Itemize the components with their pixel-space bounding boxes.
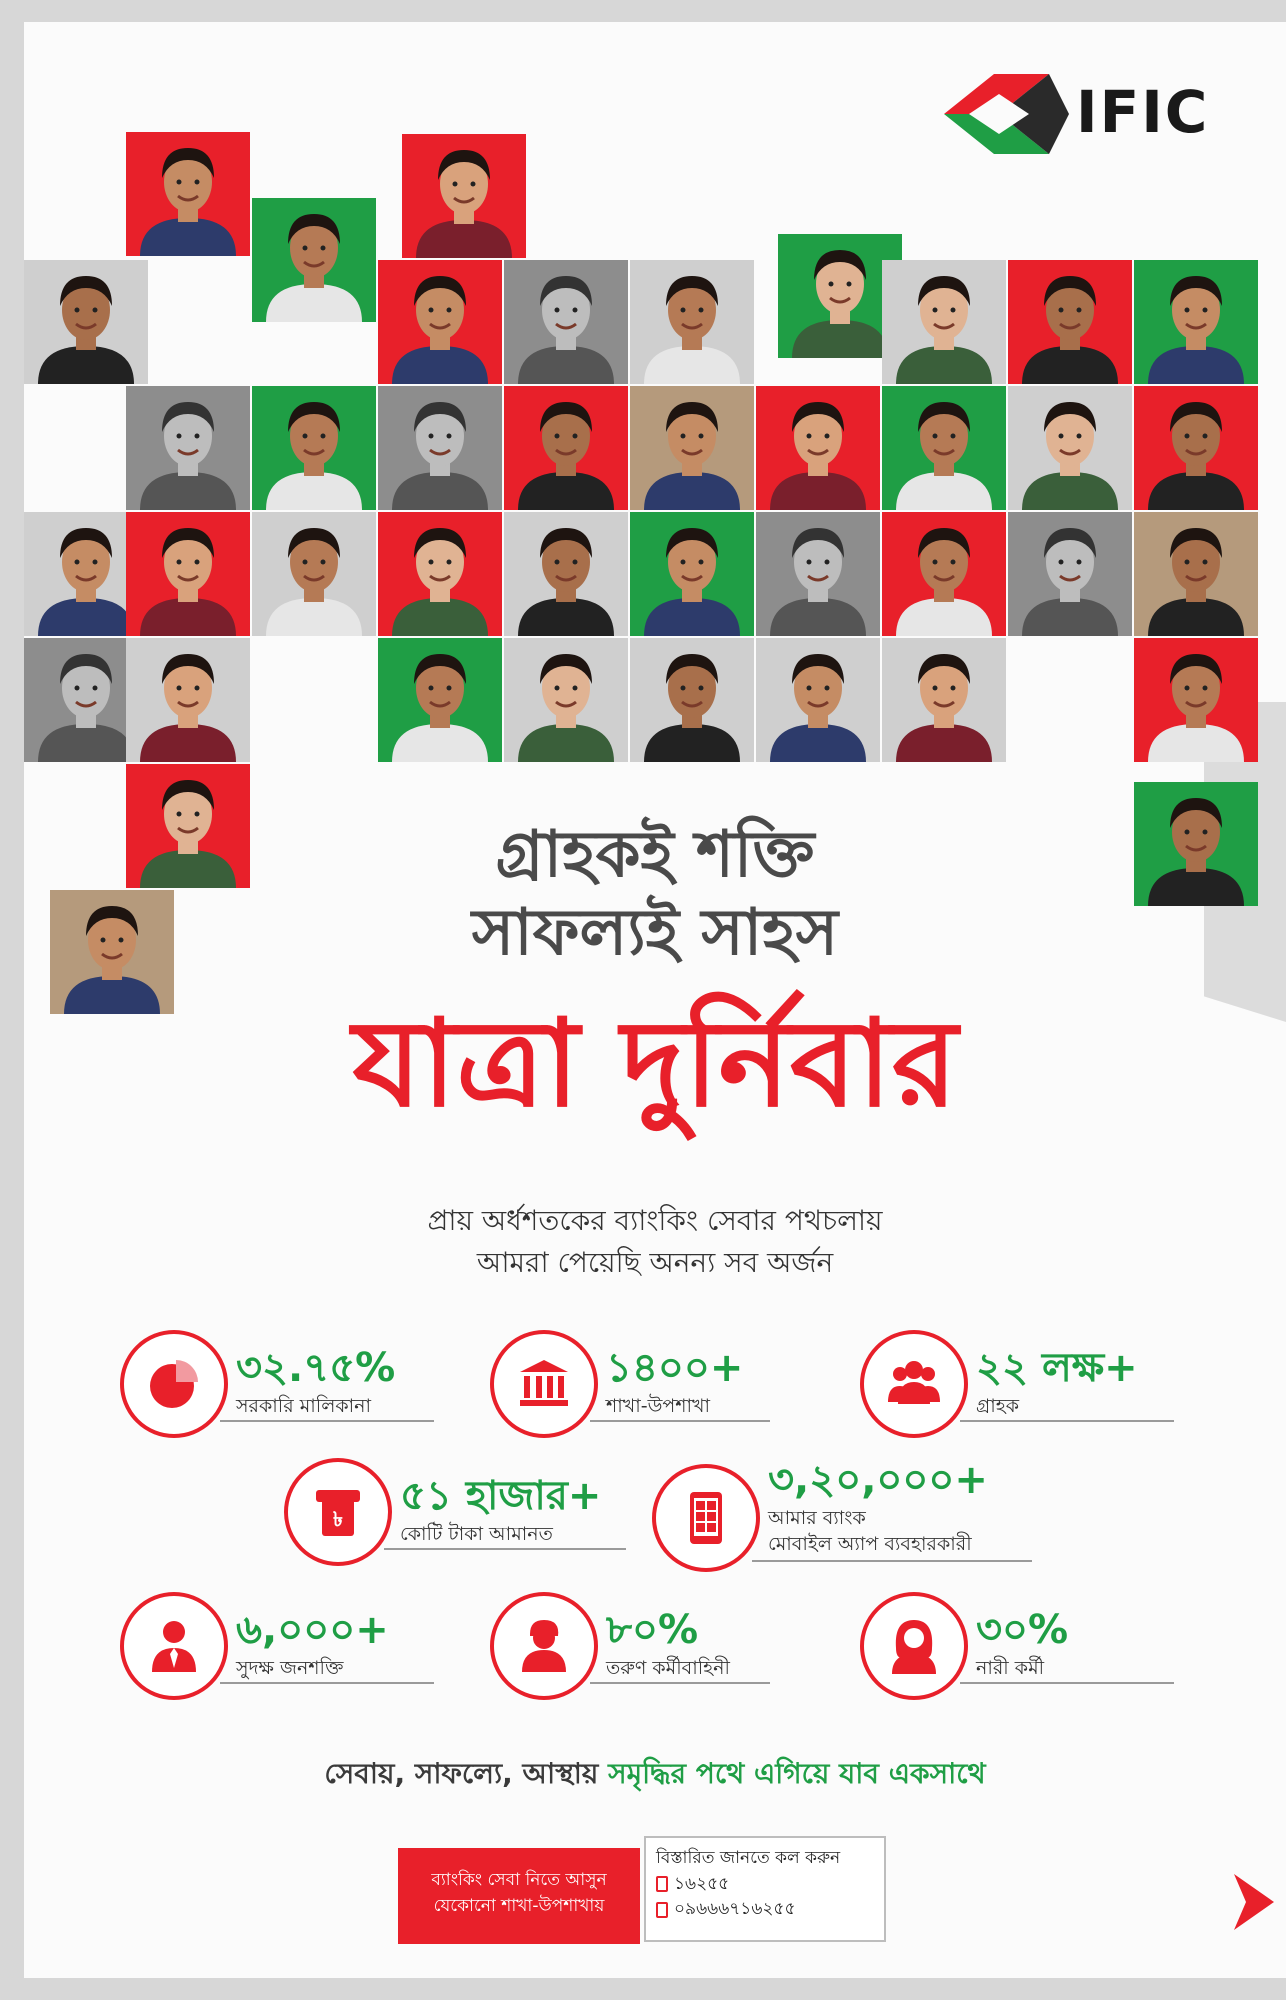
portrait-tile [126,132,250,256]
advertisement-page [24,22,1286,1978]
subheadline-line-1: প্রায় অর্ধশতকের ব্যাংকিং সেবার পথচলায় [427,1204,883,1237]
portrait-tile [1008,386,1132,510]
cta-line-2: যেকোনো শাখা-উপশাখায় [433,1895,605,1916]
portrait-tile [126,638,250,762]
portrait-tile [504,260,628,384]
person-portrait-icon [1134,386,1258,510]
portrait-tile [882,260,1006,384]
portrait-tile [504,512,628,636]
person-portrait-icon [504,638,628,762]
tagline [24,1752,1286,1799]
phone-icon [656,1902,668,1918]
portrait-tile [252,512,376,636]
stat-young-workforce [490,1592,820,1702]
portrait-tile [252,386,376,510]
person-portrait-icon [630,260,754,384]
ific-logo-text: IFIC [1076,78,1210,146]
stat-label: সুদক্ষ জনশক্তি [236,1657,344,1679]
portrait-tile [378,638,502,762]
headline-line-1: গ্রাহকই শক্তি [495,818,815,892]
pie-chart-icon [146,1356,202,1412]
person-portrait-icon [126,386,250,510]
stat-label-line-2: মোবাইল অ্যাপ ব্যবহারকারী [768,1533,972,1555]
ific-logo-mark-icon [924,64,1074,164]
cta-line-1: ব্যাংকিং সেবা নিতে আসুন [431,1870,607,1890]
person-portrait-icon [378,260,502,384]
person-portrait-icon [756,638,880,762]
person-portrait-icon [504,512,628,636]
person-portrait-icon [1008,260,1132,384]
person-portrait-icon [252,512,376,636]
person-portrait-icon [24,260,148,384]
portrait-tile [882,386,1006,510]
portrait-tile [756,386,880,510]
portrait-tile [252,198,376,322]
ific-logo [924,64,1244,164]
stat-female-staff [860,1592,1190,1702]
person-portrait-icon [378,386,502,510]
stat-value: ১৪০০+ [606,1345,744,1391]
contact-box [644,1836,886,1942]
stat-value: ৩,২০,০০০+ [768,1457,988,1503]
person-portrait-icon [882,638,1006,762]
stat-label: গ্রাহক [976,1395,1020,1417]
stat-label: নারী কর্মী [976,1657,1045,1679]
hotline-short: ১৬২৫৫ [674,1873,730,1894]
tagline-part-1: সেবায়, সাফল্যে, আস্থায় [324,1757,599,1790]
stat-label: সরকারি মালিকানা [236,1395,372,1417]
person-portrait-icon [630,512,754,636]
person-portrait-icon [402,134,526,258]
portrait-tile [504,638,628,762]
portrait-tile [24,260,148,384]
portrait-tile [1134,638,1258,762]
svg-text:৳: ৳ [333,1507,343,1531]
person-portrait-icon [252,198,376,322]
subheadline-line-2: আমরা পেয়েছি অনন্য সব অর্জন [476,1246,834,1279]
person-portrait-icon [1134,512,1258,636]
stat-value: ৫১ হাজার+ [400,1473,602,1519]
person-portrait-icon [882,260,1006,384]
stat-branches [490,1330,810,1440]
person-portrait-icon [630,638,754,762]
contact-long-number[interactable] [656,1897,874,1923]
person-portrait-icon [1134,260,1258,384]
portrait-tile [630,512,754,636]
stat-label: তরুণ কর্মীবাহিনী [606,1657,730,1679]
stat-label: কোটি টাকা আমানত [400,1523,553,1545]
bank-building-icon [516,1356,572,1412]
stat-label: আমার ব্যাংক [768,1507,866,1529]
female-staff-icon [886,1618,942,1674]
stat-value: ৩২.৭৫% [236,1345,396,1391]
stat-customers [860,1330,1190,1440]
stat-skilled-workforce [120,1592,450,1702]
contact-title: বিস্তারিত জানতে কল করুন [656,1848,841,1868]
person-portrait-icon [252,386,376,510]
stat-value: ৮০% [606,1607,699,1653]
headline-line-3: যাত্রা দুর্নিবার [352,995,958,1134]
contact-short-number[interactable] [656,1872,874,1898]
portrait-tile [1134,512,1258,636]
portrait-tile [1134,260,1258,384]
portrait-tile [126,512,250,636]
portrait-tile [402,134,526,258]
portrait-tile [378,260,502,384]
portrait-tile [1008,512,1132,636]
portrait-tile [504,386,628,510]
hotline-long: ০৯৬৬৬৭১৬২৫৫ [674,1899,796,1919]
tagline-part-2: সমৃদ্ধির পথে এগিয়ে যাব একসাথে [608,1757,986,1790]
stat-label: শাখা-উপশাখা [606,1395,711,1417]
person-portrait-icon [882,386,1006,510]
portrait-tile [1008,260,1132,384]
stat-value: ২২ লক্ষ+ [976,1345,1138,1391]
portrait-tile [126,386,250,510]
portrait-tile [630,638,754,762]
taka-deposit-icon [310,1484,366,1540]
stat-mobile-app-users [652,1452,1072,1582]
portrait-tile [630,386,754,510]
person-portrait-icon [756,512,880,636]
stat-value: ৩০% [976,1607,1069,1653]
person-portrait-icon [756,386,880,510]
person-portrait-icon [882,512,1006,636]
headline-line-2: সাফল্যই সাহস [471,896,839,970]
mobile-phone-icon [656,1876,668,1892]
portrait-tile [630,260,754,384]
stat-government-ownership [120,1330,440,1440]
person-portrait-icon [1008,386,1132,510]
portrait-tile [882,512,1006,636]
stat-value: ৬,০০০+ [236,1607,389,1653]
young-staff-icon [516,1618,572,1674]
cta-visit-branch [398,1848,640,1944]
person-portrait-icon [126,638,250,762]
stat-deposits [284,1458,664,1568]
person-portrait-icon [630,386,754,510]
portrait-tile [756,512,880,636]
portrait-tile [378,386,502,510]
chevron-right-icon [1234,1874,1274,1930]
portrait-tile [882,638,1006,762]
portrait-tile [756,638,880,762]
person-portrait-icon [1008,512,1132,636]
person-portrait-icon [378,512,502,636]
professional-icon [146,1618,202,1674]
portrait-tile [1134,386,1258,510]
person-portrait-icon [126,132,250,256]
mobile-app-icon [678,1490,734,1546]
person-portrait-icon [126,512,250,636]
person-portrait-icon [1134,638,1258,762]
people-group-icon [886,1356,942,1412]
person-portrait-icon [504,386,628,510]
portrait-tile [378,512,502,636]
person-portrait-icon [378,638,502,762]
person-portrait-icon [504,260,628,384]
